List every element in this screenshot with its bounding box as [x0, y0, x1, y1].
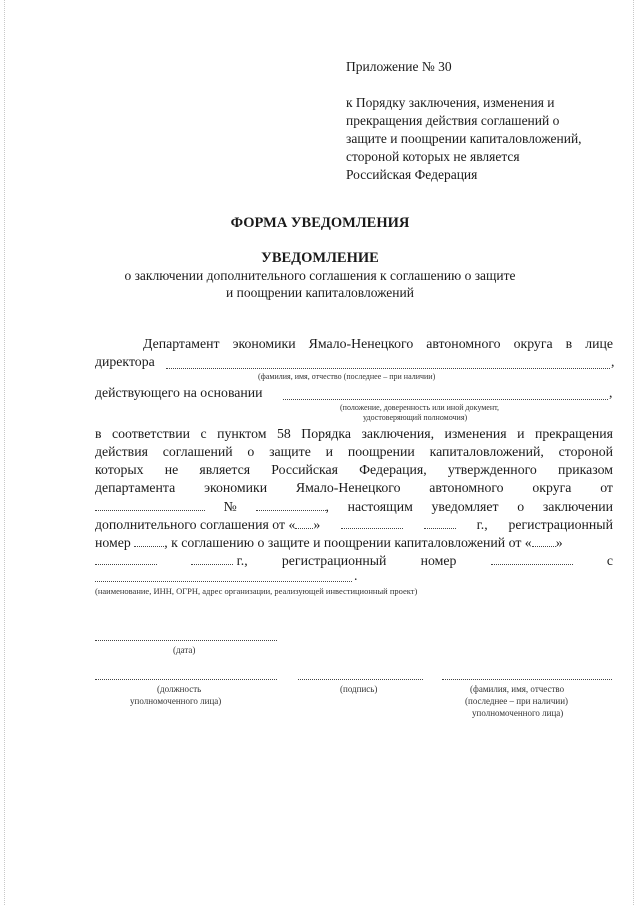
- basis-document-field[interactable]: [283, 399, 608, 400]
- order-number-field[interactable]: [256, 498, 326, 511]
- agreement-year-field[interactable]: [424, 516, 456, 529]
- scan-edge-right: [633, 0, 635, 905]
- body-line-row5: [95, 498, 613, 515]
- year-suffix: г.,: [476, 517, 488, 532]
- comma: ,: [609, 385, 613, 400]
- appendix-line: прекращения действия соглашений о: [346, 113, 560, 128]
- form-title: ФОРМА УВЕДОМЛЕНИЯ: [230, 215, 410, 231]
- hint-position: уполномоченного лица): [130, 696, 222, 706]
- hint-signature: (подпись): [340, 684, 378, 694]
- body-line: которых не является Российская Федерация, утвержденного приказом: [95, 462, 613, 477]
- agreement-date-prefix: дополнительного соглашения от «: [95, 517, 296, 532]
- hint-full-name: (фамилия, имя, отчество: [470, 684, 565, 694]
- notice-subtitle-line: о заключении дополнительного соглашения к соглашению о защите: [124, 268, 516, 283]
- main-agreement-day-field[interactable]: [532, 534, 556, 547]
- period: .: [354, 568, 358, 583]
- hint-date: (дата): [173, 645, 196, 655]
- registration-number-field[interactable]: [134, 534, 164, 547]
- word: автономного: [429, 480, 504, 495]
- body-line-row8: [95, 552, 613, 569]
- word: настоящим: [347, 499, 413, 514]
- body-line-row4: [95, 480, 613, 496]
- number-sign: №: [223, 499, 237, 514]
- notice-subtitle-line: и поощрении капиталовложений: [226, 285, 414, 300]
- hint-basis: удостоверяющий полномочия): [363, 413, 468, 422]
- agreement-day-field[interactable]: [295, 516, 313, 529]
- hint-full-name: (последнее – при наличии): [465, 696, 569, 706]
- word: , к соглашению о защите и поощрении капиталовложений от «: [164, 535, 532, 550]
- date-field[interactable]: [95, 640, 277, 641]
- word: номер: [95, 535, 131, 550]
- word: уведомляет: [431, 499, 499, 514]
- word: номер: [420, 553, 457, 568]
- appendix-line: защите и поощрении капиталовложений,: [346, 131, 582, 146]
- notice-title: УВЕДОМЛЕНИЕ: [261, 250, 379, 266]
- organization-field[interactable]: [95, 581, 352, 582]
- word: от: [600, 480, 613, 495]
- hint-organization: (наименование, ИНН, ОГРН, адрес организации, реализующей инвестиционный проект): [95, 586, 418, 596]
- full-name-field[interactable]: [442, 679, 612, 680]
- order-date-field[interactable]: [95, 498, 205, 511]
- word: о: [517, 499, 525, 514]
- word: регистрационный: [508, 517, 613, 532]
- scan-edge-left: [4, 0, 6, 905]
- body-line: действия соглашений о защите и поощрении капиталовложений, стороной: [95, 444, 613, 459]
- quote-close: »: [555, 535, 563, 550]
- director-label: директора: [95, 354, 155, 369]
- hint-basis: (положение, доверенность или иной документ,: [340, 403, 500, 412]
- body-line-row7: [95, 534, 563, 551]
- comma: ,: [611, 354, 615, 369]
- word: регистрационный: [281, 553, 387, 568]
- comma: ,: [325, 499, 329, 514]
- signature-field[interactable]: [298, 679, 423, 680]
- year-suffix: г.,: [236, 553, 248, 568]
- body-line: в соответствии с пунктом 58 Порядка заключения, изменения и прекращения: [95, 426, 613, 441]
- director-name-field[interactable]: [166, 368, 610, 369]
- word: с: [606, 553, 613, 568]
- body-line-row6: [95, 516, 613, 533]
- main-agreement-month-field[interactable]: [95, 552, 157, 565]
- word: экономики: [204, 480, 268, 495]
- main-registration-number-field[interactable]: [491, 552, 573, 565]
- hint-fio: (фамилия, имя, отчество (последнее – при наличии): [258, 372, 436, 381]
- appendix-number: Приложение № 30: [346, 59, 452, 74]
- main-agreement-year-field[interactable]: [191, 552, 233, 565]
- body-line-1: Департамент экономики Ямало-Ненецкого автономного округа в лице: [143, 336, 613, 351]
- quote-close: »: [313, 517, 321, 532]
- hint-position: (должность: [157, 684, 202, 694]
- word: Ямало-Ненецкого: [295, 480, 401, 495]
- appendix-line: к Порядку заключения, изменения и: [346, 95, 555, 110]
- hint-full-name: уполномоченного лица): [472, 708, 564, 718]
- acting-basis-label: действующего на основании: [95, 385, 263, 400]
- word: округа: [532, 480, 572, 495]
- word: департамента: [95, 480, 176, 495]
- word: заключении: [542, 499, 613, 514]
- appendix-line: Российская Федерация: [346, 167, 478, 182]
- appendix-line: стороной которых не является: [346, 149, 520, 164]
- agreement-month-field[interactable]: [341, 516, 403, 529]
- position-field[interactable]: [95, 679, 277, 680]
